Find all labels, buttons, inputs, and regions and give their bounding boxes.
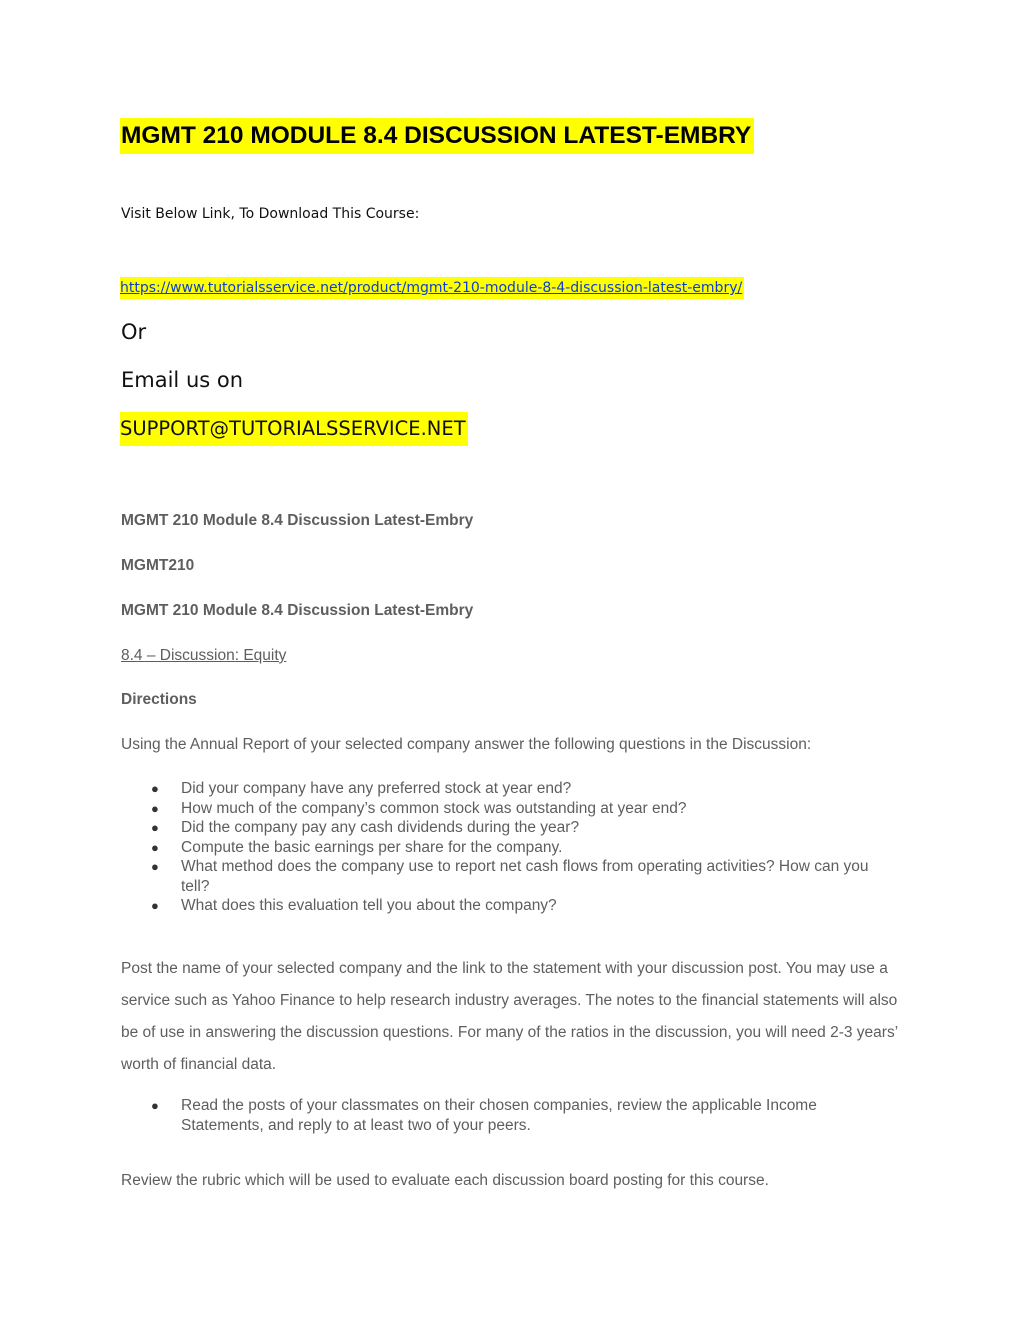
peer-reply-list — [121, 1096, 901, 1135]
course-subtitle: MGMT 210 Module 8.4 Discussion Latest-Embry — [121, 512, 474, 529]
list-item: ● What method does the company use to report net cash flows from operating activities? How can you tell? — [151, 858, 869, 895]
rubric-note: Review the rubric which will be used to evaluate each discussion board posting for this course. — [121, 1172, 769, 1189]
post-instructions-paragraph: Post the name of your selected company and the link to the statement with your discussion post. You may use a service such as Yahoo Finance to help research industry averages. The notes to the financial statements will also be of use in answering the discussion questions. For many of the ratios in the discussion, you will need 2-3 years’ worth of financial data. — [121, 960, 898, 1073]
list-item: ● How much of the company’s common stock was outstanding at year end? — [151, 799, 687, 817]
list-item: ● Read the posts of your classmates on their chosen companies, review the applicable Income Statements, and reply to at least two of your peers. — [151, 1097, 817, 1134]
list-item: ● Did the company pay any cash dividends during the year? — [151, 819, 580, 836]
list-item: ● Compute the basic earnings per share for the company. — [151, 838, 563, 856]
list-item: ● Did your company have any preferred stock at year end? — [151, 780, 572, 797]
discussion-equity-link[interactable]: 8.4 – Discussion: Equity — [121, 647, 287, 664]
page-title: MGMT 210 MODULE 8.4 DISCUSSION LATEST-EMBRY — [120, 118, 754, 154]
support-email[interactable]: SUPPORT@TUTORIALSSERVICE.NET — [120, 412, 468, 446]
bullet-icon: ● — [151, 859, 159, 874]
course-subtitle-repeat: MGMT 210 Module 8.4 Discussion Latest-Embry — [121, 602, 474, 619]
list-item: ● What does this evaluation tell you about the company? — [151, 897, 557, 914]
directions-intro: Using the Annual Report of your selected company answer the following questions in the Discussion: — [121, 736, 812, 753]
bullet-icon: ● — [151, 781, 159, 796]
bullet-icon: ● — [151, 839, 159, 855]
bullet-icon: ● — [151, 800, 159, 816]
bullet-icon: ● — [151, 820, 159, 835]
bullet-icon: ● — [151, 898, 159, 913]
directions-heading: Directions — [121, 691, 197, 708]
bullet-icon: ● — [151, 1098, 159, 1113]
discussion-questions-list — [121, 779, 901, 916]
course-download-link[interactable]: https://www.tutorialsservice.net/product/mgmt-210-module-8-4-discussion-latest-embry/ — [120, 277, 744, 299]
course-code: MGMT210 — [121, 557, 195, 574]
or-separator: Or — [121, 320, 147, 344]
email-prompt: Email us on — [121, 368, 244, 392]
visit-instruction: Visit Below Link, To Download This Course: — [121, 206, 420, 222]
